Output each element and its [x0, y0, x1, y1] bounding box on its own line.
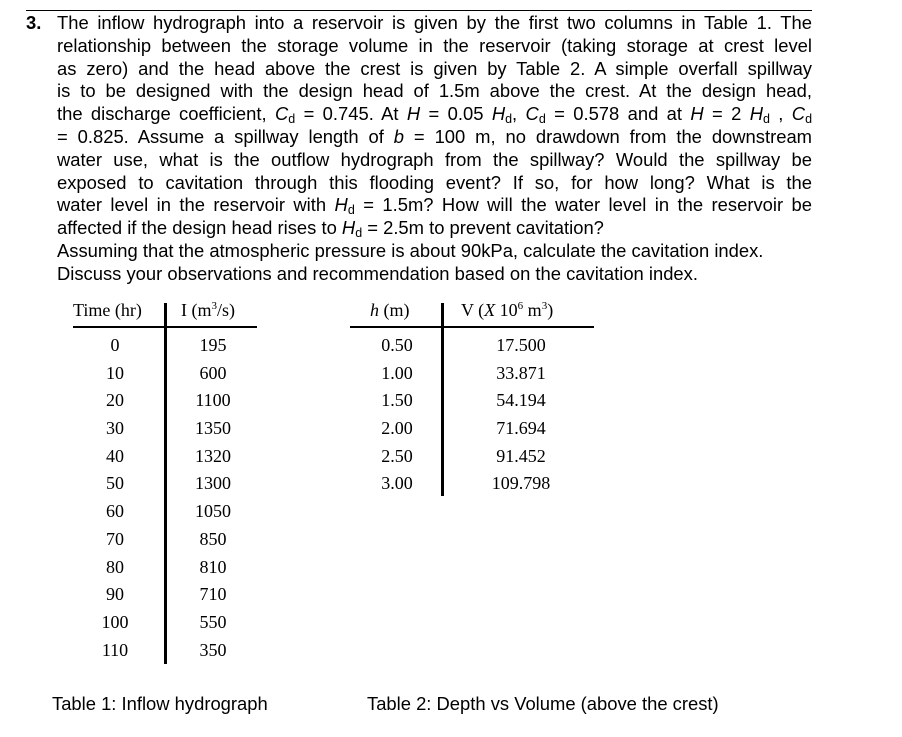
table2-header-volume: V (X $10^6$ $m^3$) — [461, 300, 554, 320]
table1-inflow-cell: 850 — [199, 528, 227, 549]
question-line-10: affected if the design head rises to Hd = 2.5m to prevent cavitation? — [57, 217, 604, 241]
table2-volume-cell: 91.452 — [496, 445, 546, 466]
question-line-7: water use, what is the outflow hydrograph from the spillway? Would the spillway be — [57, 148, 812, 170]
table2-volume-cell: 54.194 — [496, 390, 546, 411]
table1-time-cell: 10 — [106, 362, 124, 383]
table2-depth-cell: 2.50 — [381, 445, 413, 466]
table2-header-rule — [350, 326, 594, 328]
table1-inflow-cell: 710 — [199, 584, 227, 605]
table1-time-cell: 50 — [106, 473, 124, 494]
table2-depth-column — [362, 334, 432, 500]
question-line-3: as zero) and the head above the crest is given by Table 2. A simple overfall spillway — [57, 57, 812, 79]
table2-volume-cell: 71.694 — [496, 418, 546, 439]
table1-inflow-cell: 195 — [199, 335, 227, 355]
table1-time-column — [80, 334, 150, 666]
table2-volume-cell: 17.500 — [496, 335, 546, 355]
table1-inflow-cell: 1300 — [195, 473, 231, 494]
question-text — [57, 12, 812, 286]
table1-inflow-cell: 1050 — [195, 501, 231, 522]
table1-inflow-cell: 1320 — [195, 445, 231, 466]
table2-volume-column — [476, 334, 566, 500]
table1-header-time: Time (hr) — [73, 300, 142, 320]
table2-depth-cell: 2.00 — [381, 418, 413, 439]
question-line-11: Assuming that the atmospheric pressure is about 90kPa, calculate the cavitation index. — [57, 239, 764, 261]
table2-volume-cell: 33.871 — [496, 362, 546, 383]
table2-column-divider — [441, 303, 444, 496]
top-rule — [26, 10, 812, 11]
question-line-2: relationship between the storage volume in the reservoir (taking storage at crest level — [57, 34, 812, 56]
table1-time-cell: 30 — [106, 418, 124, 439]
table1-inflow-cell: 810 — [199, 556, 227, 577]
table2-caption: Table 2: Depth vs Volume (above the crest) — [367, 693, 719, 714]
table2-header-depth: h (m) — [370, 300, 410, 320]
table1-time-cell: 20 — [106, 390, 124, 411]
table1-column-divider — [164, 303, 167, 664]
table1-time-cell: 90 — [106, 584, 124, 605]
table2-volume-cell: 109.798 — [491, 473, 551, 494]
question-line-9: water level in the reservoir with Hd = 1.5m? How will the water level in the reservoir be — [57, 194, 812, 218]
question-number: 3. — [26, 12, 42, 33]
table1-inflow-column — [178, 334, 248, 666]
table1-time-cell: 110 — [101, 639, 129, 660]
table1-time-cell: 80 — [106, 556, 124, 577]
table1-header-inflow: I $(m^3/s)$ — [181, 300, 235, 320]
question-line-5: the discharge coefficient, Cd = 0.745. At H = 0.05 Hd, Cd = 0.578 and at H = 2 Hd , Cd — [57, 103, 813, 127]
table1-time-cell: 0 — [110, 335, 120, 355]
table1-inflow-cell: 1350 — [195, 418, 231, 439]
question-line-1: The inflow hydrograph into a reservoir is given by the first two columns in Table 1. The — [57, 12, 812, 33]
question-line-12: Discuss your observations and recommendation based on the cavitation index. — [57, 262, 698, 284]
table2-depth-cell: 3.00 — [381, 473, 413, 494]
table2-depth-cell: 0.50 — [381, 335, 413, 355]
table1-time-cell: 70 — [106, 528, 124, 549]
table1-caption: Table 1: Inflow hydrograph — [52, 693, 268, 714]
table1-inflow-cell: 1100 — [195, 390, 231, 411]
table1-time-cell: 60 — [106, 501, 124, 522]
table1-inflow-cell: 550 — [199, 611, 227, 632]
table2-depth-cell: 1.00 — [381, 362, 413, 383]
question-line-8: exposed to cavitation through this flooding event? If so, for how long? What is the — [57, 171, 812, 193]
table1-time-cell: 100 — [101, 611, 129, 632]
question-line-4: is to be designed with the design head of 1.5m above the crest. At the design head, — [57, 80, 812, 102]
table1-time-cell: 40 — [106, 445, 124, 466]
question-line-6: = 0.825. Assume a spillway length of b = 100 m, no drawdown from the downstream — [57, 125, 812, 147]
table2-depth-cell: 1.50 — [381, 390, 413, 411]
table1-inflow-cell: 350 — [199, 639, 227, 660]
table1-inflow-cell: 600 — [199, 362, 227, 383]
